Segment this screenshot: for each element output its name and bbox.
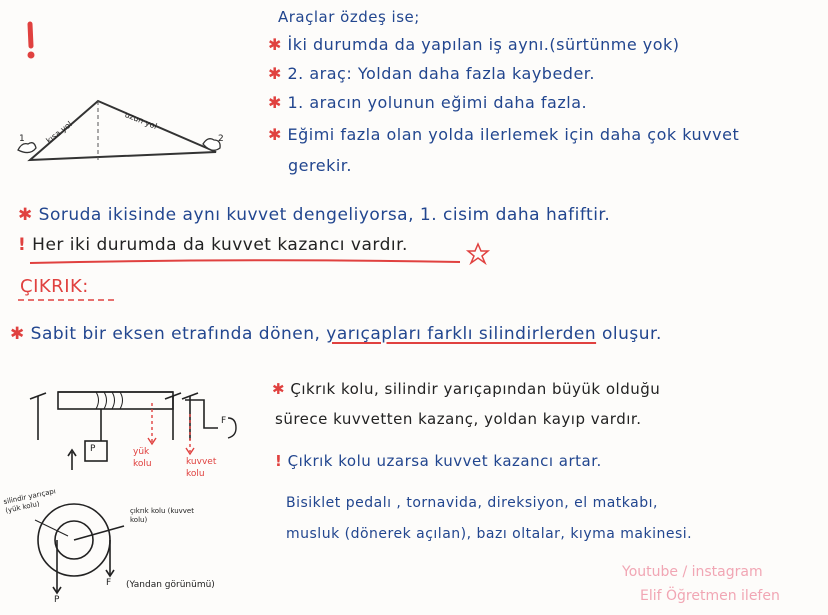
crank-arm-label: çıkrık kolu (kuvvet kolu) xyxy=(130,507,194,524)
star-icon xyxy=(468,244,488,263)
intro-item-4: ✱ Eğimi fazla olan yolda ilerlemek için daha çok kuvvet xyxy=(268,125,740,144)
intro-heading: Araçlar özdeş ise; xyxy=(278,8,420,26)
intro-item-2: ✱ 2. araç: Yoldan daha fazla kaybeder. xyxy=(268,64,595,83)
load-label: P xyxy=(90,444,96,454)
exclamation-icon xyxy=(28,24,35,59)
car-2-label: 2 xyxy=(218,134,224,144)
cylinder-radius-label: silindir yarıçapı (yük kolu) xyxy=(2,487,57,515)
intro-item-4-cont: gerekir. xyxy=(288,156,352,175)
short-path-label: kısa yol xyxy=(44,119,74,146)
force-label: F xyxy=(221,416,227,426)
car-1-label: 1 xyxy=(19,134,25,144)
side-force-label: F xyxy=(106,578,112,588)
fact-3: ! Çıkrık kolu uzarsa kuvvet kazancı artar. xyxy=(275,452,602,470)
long-path-label: uzun yol xyxy=(123,109,159,132)
note-lighter-object: ✱ Soruda ikisinde aynı kuvvet dengeliyorsa, 1. cisim daha hafiftir. xyxy=(18,205,611,225)
examples-line-2: musluk (dönerek açılan), bazı oltalar, kıyma makinesi. xyxy=(286,526,693,542)
side-load-label: P xyxy=(54,595,60,605)
inclined-plane-drawing xyxy=(18,101,220,160)
kuvvet-kolu-label: kuvvet kolu xyxy=(186,457,217,479)
intro-item-3: ✱ 1. aracın yolunun eğimi daha fazla. xyxy=(268,93,588,112)
definition: ✱ Sabit bir eksen etrafında dönen, yarıçapları farklı silindirlerden oluşur. xyxy=(10,324,662,344)
section-title: ÇIKRIK: xyxy=(20,276,89,297)
credit-line-1: Youtube / instagram xyxy=(622,564,763,580)
note-force-gain: ! Her iki durumda da kuvvet kazancı vardır. xyxy=(18,235,408,255)
side-view-label: (Yandan görünümü) xyxy=(126,580,215,590)
fact-2: sürece kuvvetten kazanç, yoldan kayıp vardır. xyxy=(275,410,642,428)
intro-item-1: ✱ İki durumda da yapılan iş aynı.(sürtünme yok) xyxy=(268,35,680,54)
yuk-kolu-label: yük kolu xyxy=(133,447,152,469)
credit-line-2: Elif Öğretmen ilefen xyxy=(640,588,780,604)
examples-line-1: Bisiklet pedalı , tornavida, direksiyon, el matkabı, xyxy=(286,495,658,511)
fact-1: ✱ Çıkrık kolu, silindir yarıçapından büyük olduğu xyxy=(272,380,661,398)
